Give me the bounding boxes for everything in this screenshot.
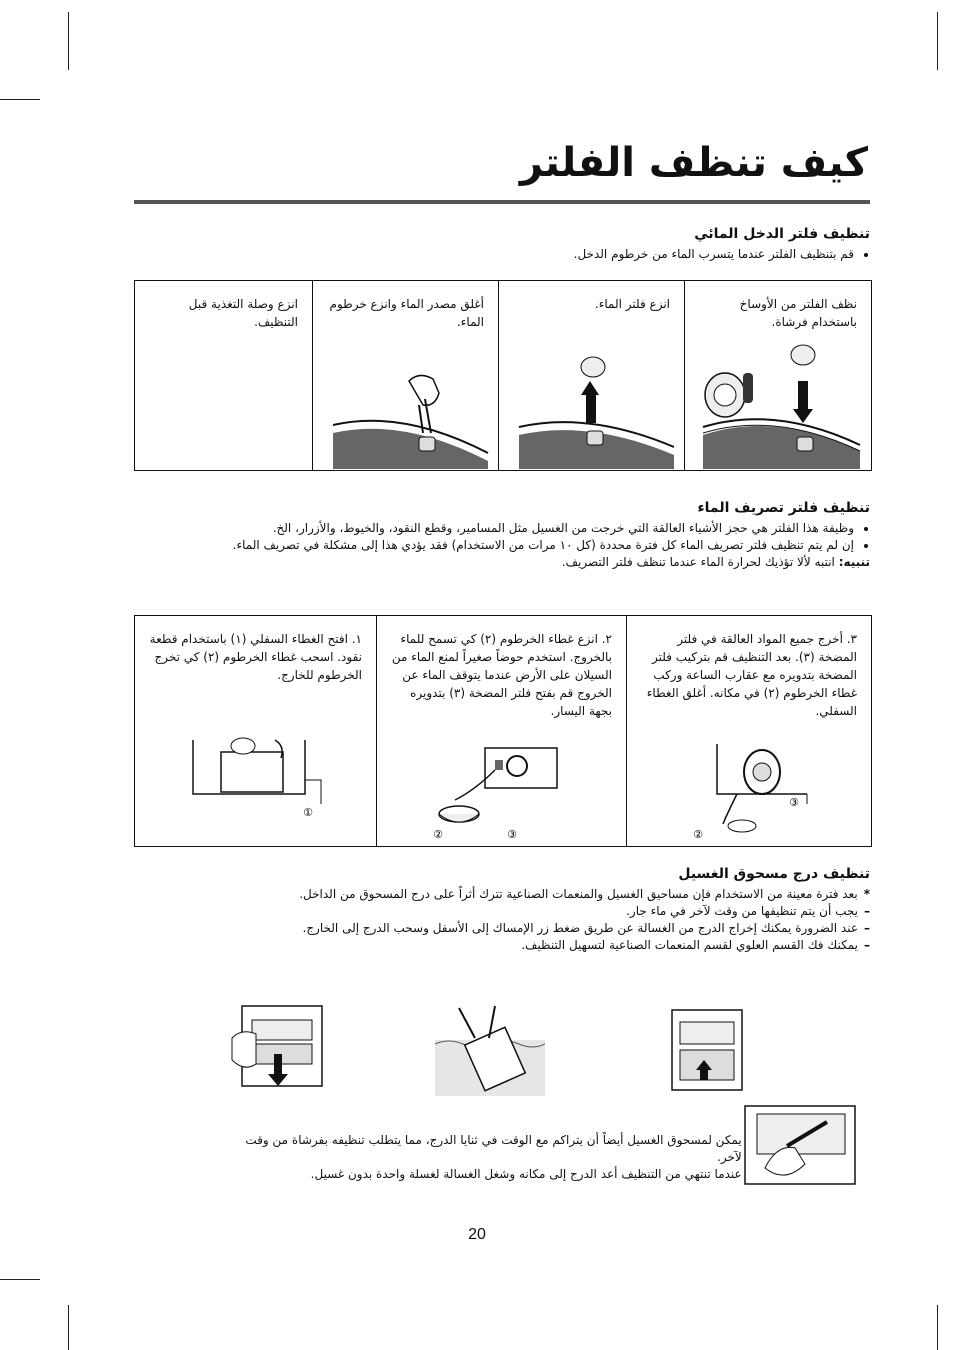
line-text: عند الضرورة يمكنك إخراج الدرج من الغسالة عن طريق ضغط زر الإمساك إلى الأسفل وسحب الدرج إلى الخارج. <box>302 921 858 935</box>
brush-filter-illustration <box>685 339 871 469</box>
drain-callout: ① <box>303 806 313 819</box>
caution-label: تنبيه: <box>838 555 870 569</box>
caution-text: انتبه لألا تؤذيك لحرارة الماء عندما تنظف فلتر التصريف. <box>561 555 835 569</box>
drain-section <box>130 500 870 571</box>
inlet-step-text: نظف الفلتر من الأوساخ باستخدام فرشاة. <box>739 297 857 329</box>
drawer-section <box>130 866 870 954</box>
caution-line <box>130 554 870 571</box>
drain-callout: ③ <box>507 828 517 841</box>
note-text: عندما تنتهي من التنظيف أعد الدرج إلى مكانه وشغل الغسالة لغسلة واحدة بدون غسيل. <box>310 1167 742 1181</box>
crop-mark <box>0 1279 40 1280</box>
drain-step-3 <box>626 616 871 846</box>
drain-step-text: ١. افتح الغطاء السفلي (١) باستخدام قطعة نقود. اسحب غطاء الخرطوم (٢) كي تخرج الخرطوم للخارج. <box>149 632 362 682</box>
inlet-steps-panel <box>134 280 872 471</box>
drain-step-2 <box>376 616 626 846</box>
drawer-line <box>130 920 870 937</box>
drain-callout: ③ <box>789 796 799 809</box>
drain-heading: تنظيف فلتر تصريف الماء <box>697 500 870 516</box>
page-number: 20 <box>468 1226 486 1243</box>
line-text: بعد فترة معينة من الاستخدام فإن مساحيق الغسيل والمنعمات الصناعية تترك أثراً على درج المسحوق من الداخل. <box>299 887 858 901</box>
drain-callout: ② <box>433 828 443 841</box>
inlet-step-3 <box>312 281 498 470</box>
inlet-step-1 <box>684 281 871 470</box>
drawer-note <box>234 1132 754 1166</box>
inlet-step-2 <box>498 281 684 470</box>
line-text: يمكنك فك القسم العلوي لقسم المنعمات الصناعية لتسهيل التنظيف. <box>521 938 858 952</box>
drawer-heading: تنظيف درج مسحوق الغسيل <box>678 866 870 882</box>
crop-mark <box>937 1305 938 1350</box>
inlet-heading: تنظيف فلتر الدخل المائي <box>694 226 870 242</box>
drain-callout: ② <box>693 828 703 841</box>
page-title: كيف تنظف الفلتر <box>519 140 868 186</box>
line-mark: – <box>864 904 870 918</box>
drawer-wash-illustration <box>435 1004 545 1104</box>
title-divider <box>134 200 870 204</box>
drain-step-text: ٣. أخرج جميع المواد العالقة في فلتر المضخة (٣). بعد التنظيف قم بتركيب فلتر المضخة بتدويره مع عقارب الساعة وركب غطاء الخرطوم (٢) في مكانه. أغلق الغطاء السفلي. <box>646 632 857 718</box>
drain-hose-illustration <box>377 734 627 844</box>
drain-bullet: • إن لم يتم تنظيف فلتر تصريف الماء كل فترة محددة (كل ١٠ مرات من الاستخدام) فقد يؤدي هذا إلى مشكلة في تصريف الماء. <box>130 537 854 554</box>
inlet-step-text: انزع وصلة التغذية قبل التنظيف. <box>188 297 298 329</box>
remove-filter-illustration <box>499 339 685 469</box>
inlet-step-text: انزع فلتر الماء. <box>594 297 670 311</box>
inlet-step-4 <box>135 281 312 470</box>
crop-mark <box>937 12 938 70</box>
drawer-note <box>234 1166 754 1183</box>
drawer-line <box>130 903 870 920</box>
drain-bullet: • وظيفة هذا الفلتر هي حجز الأشياء العالقة التي خرجت من الغسيل مثل المسامير، وقطع النقود، والخيوط، والأزرار، الخ. <box>130 520 854 537</box>
drawer-notes <box>234 1132 754 1183</box>
line-mark: – <box>864 921 870 935</box>
line-mark: – <box>864 938 870 952</box>
line-text: يجب أن يتم تنظيفها من وقت لآخر في ماء جار. <box>626 904 858 918</box>
pump-filter-illustration <box>627 734 872 844</box>
brush-drawer-illustration <box>735 1098 865 1190</box>
note-text: يمكن لمسحوق الغسيل أيضاً أن يتراكم مع الوقت في ثنايا الدرج، مما يتطلب تنظيفه بفرشاة من وقت لآخر. <box>245 1133 742 1164</box>
crop-mark <box>0 99 40 100</box>
drawer-line <box>130 937 870 954</box>
crop-mark <box>68 12 69 70</box>
drain-step-1 <box>135 616 376 846</box>
drain-step-text: ٢. انزع غطاء الخرطوم (٢) كي تسمح للماء بالخروج. استخدم حوضاً صغيراً لمنع الماء من السيلان على الأرض عندما يتوقف الماء عن الخروج قم بفتح فلتر المضخة (٣) بتدويره بجهة اليسار. <box>391 632 612 718</box>
line-mark: * <box>863 887 870 901</box>
inlet-bullet: • قم بتنظيف الفلتر عندما يتسرب الماء من خرطوم الدخل. <box>130 246 854 263</box>
drawer-pull-illustration <box>222 998 332 1098</box>
close-tap-illustration <box>313 339 499 469</box>
drawer-line <box>130 886 870 903</box>
crop-mark <box>68 1305 69 1350</box>
inlet-step-text: أغلق مصدر الماء وانزع خرطوم الماء. <box>329 297 484 329</box>
drawer-release-illustration <box>668 1002 748 1102</box>
drain-steps-panel <box>134 615 872 847</box>
inlet-section <box>130 226 870 263</box>
lower-cover-illustration <box>135 734 376 844</box>
